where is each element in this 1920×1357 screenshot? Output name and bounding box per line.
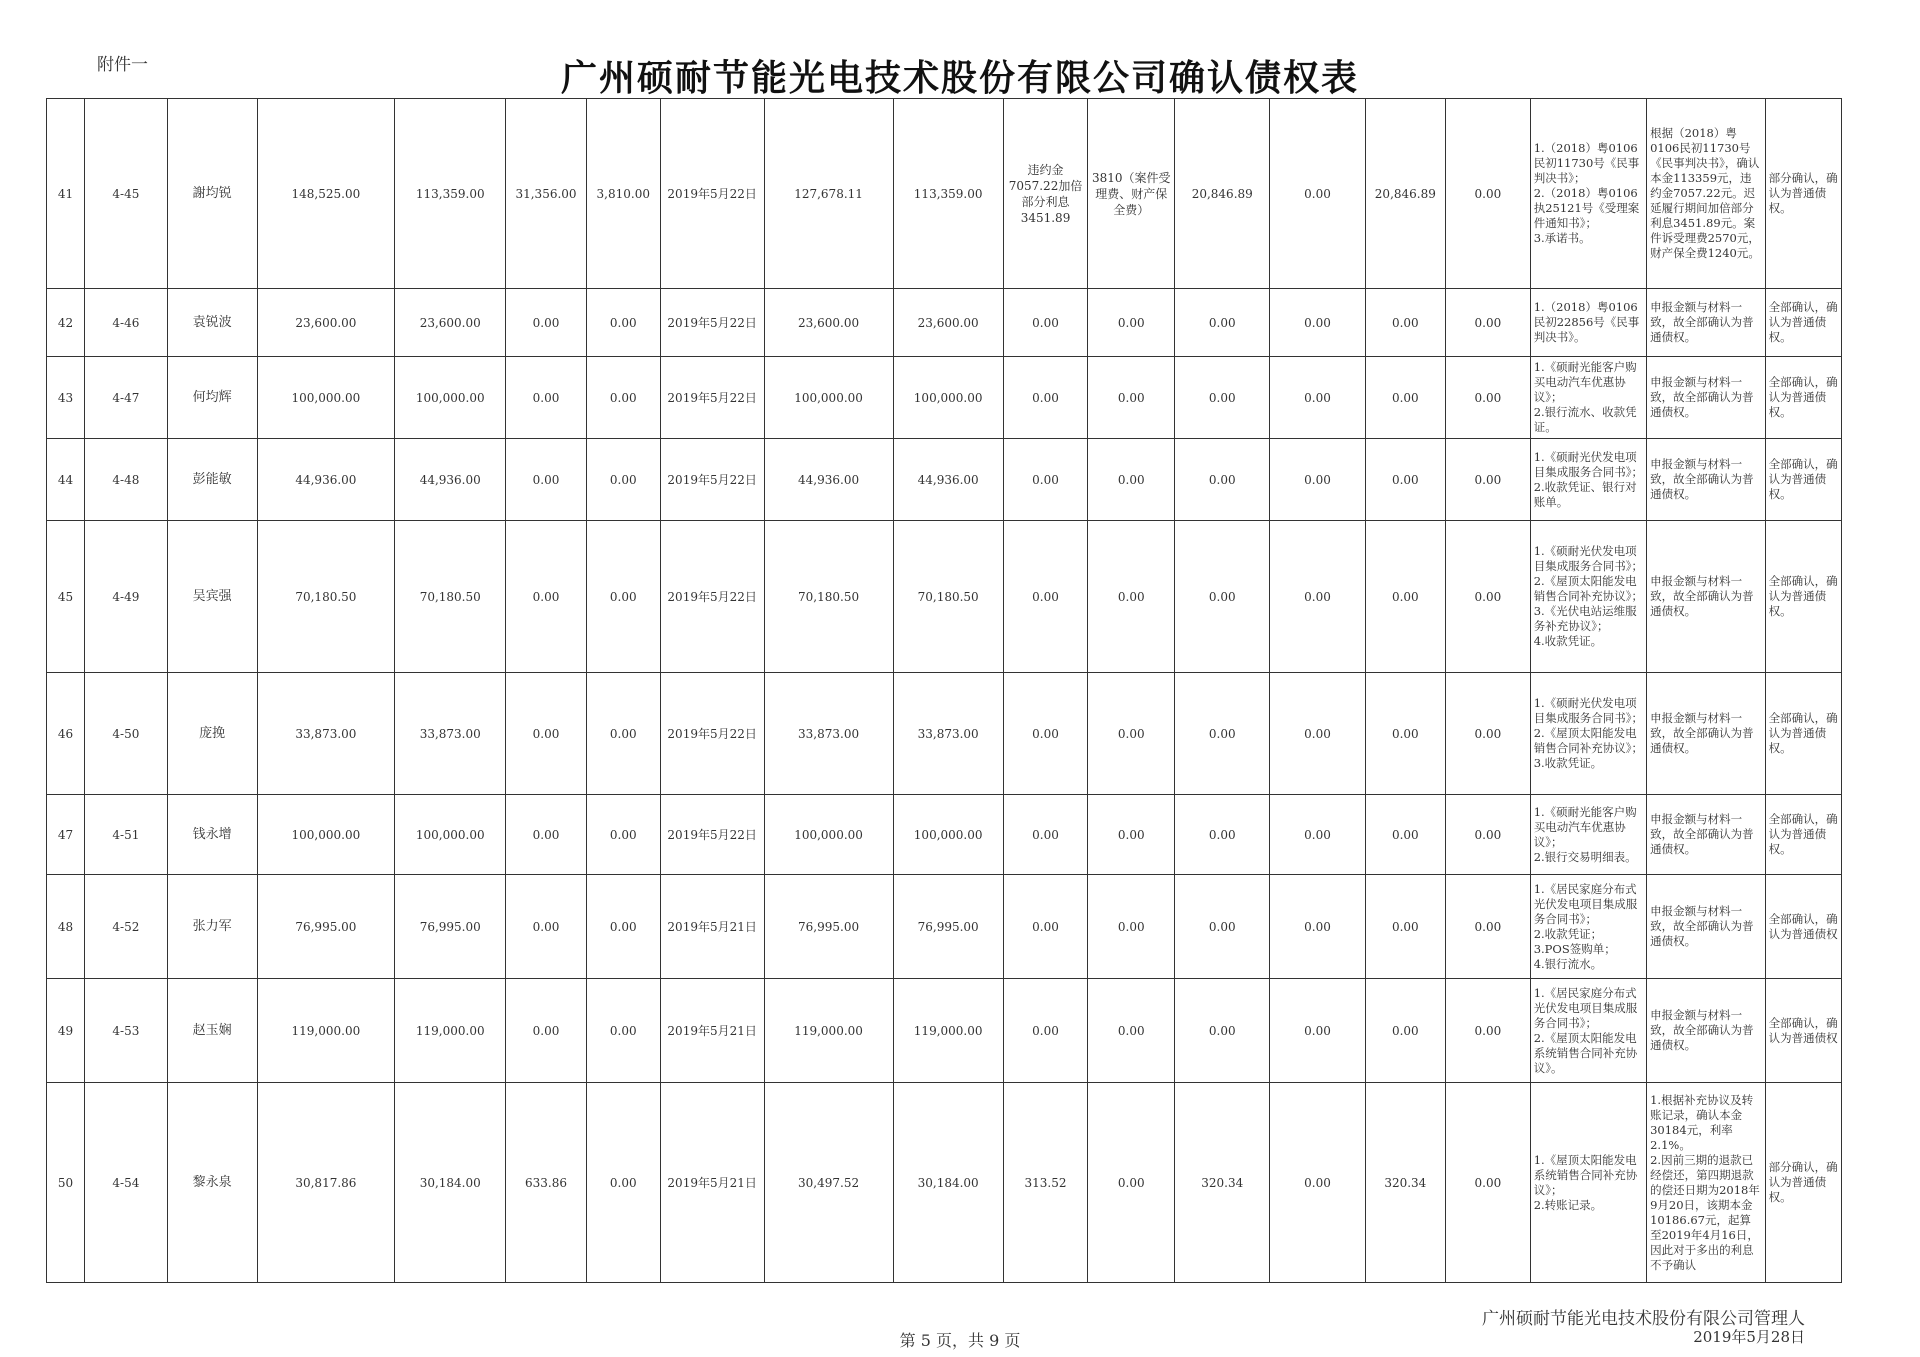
review-result xyxy=(1765,673,1841,795)
confirmed-other: 0.00 xyxy=(1088,289,1175,357)
unconfirmed-principal: 0.00 xyxy=(1270,875,1365,979)
page-title: 广州硕耐节能光电技术股份有限公司确认债权表 xyxy=(560,58,1359,99)
unconfirmed-interest: 0.00 xyxy=(1365,439,1445,521)
review-note-line: 申报金额与材料一致，故全部确认为普通债权。 xyxy=(1650,375,1754,419)
declared-principal: 33,873.00 xyxy=(395,673,506,795)
confirmed-total: 30,497.52 xyxy=(764,1083,893,1283)
review-note xyxy=(1647,1083,1766,1283)
evidence-documents-line: 2.《屋顶太阳能发电系统销售合同补充协议》。 xyxy=(1533,1030,1638,1075)
confirmed-total: 100,000.00 xyxy=(764,357,893,439)
declared-interest: 0.00 xyxy=(506,439,586,521)
review-result-line: 全部确认，确认为普通债权。 xyxy=(1768,574,1838,618)
unconfirmed-total: 0.00 xyxy=(1175,289,1270,357)
unconfirmed-total: 0.00 xyxy=(1175,439,1270,521)
claim-code: 4-53 xyxy=(85,979,168,1083)
declared-interest: 633.86 xyxy=(506,1083,586,1283)
review-note xyxy=(1647,521,1766,673)
unconfirmed-interest: 0.00 xyxy=(1365,875,1445,979)
confirmed-total: 70,180.50 xyxy=(764,521,893,673)
unconfirmed-other: 0.00 xyxy=(1446,979,1531,1083)
declared-principal: 23,600.00 xyxy=(395,289,506,357)
table-row xyxy=(47,289,1842,357)
evidence-documents-line: 1.《屋顶太阳能发电系统销售合同补充协议》； xyxy=(1533,1152,1638,1197)
confirmed-total: 100,000.00 xyxy=(764,795,893,875)
review-note-line: 申报金额与材料一致，故全部确认为普通债权。 xyxy=(1650,904,1754,948)
declaration-date: 2019年5月22日 xyxy=(660,439,764,521)
evidence-documents xyxy=(1530,357,1646,439)
declaration-date: 2019年5月21日 xyxy=(660,1083,764,1283)
unconfirmed-interest: 320.34 xyxy=(1365,1083,1445,1283)
unconfirmed-other: 0.00 xyxy=(1446,439,1531,521)
signature-date: 2019年5月28日 xyxy=(1693,1328,1805,1346)
review-note-line: 申报金额与材料一致，故全部确认为普通债权。 xyxy=(1650,574,1754,618)
declared-other: 0.00 xyxy=(586,795,660,875)
declared-principal: 70,180.50 xyxy=(395,521,506,673)
review-result-line: 全部确认，确认为普通债权。 xyxy=(1768,300,1838,344)
claims-table xyxy=(46,98,1842,1283)
page-number: 第 5 页，共 9 页 xyxy=(899,1331,1021,1350)
declared-amount: 23,600.00 xyxy=(257,289,395,357)
unconfirmed-other: 0.00 xyxy=(1446,795,1531,875)
declared-other: 0.00 xyxy=(586,979,660,1083)
unconfirmed-total: 0.00 xyxy=(1175,979,1270,1083)
review-result xyxy=(1765,1083,1841,1283)
table-row xyxy=(47,99,1842,289)
review-note xyxy=(1647,979,1766,1083)
attachment-label: 附件一 xyxy=(97,55,148,75)
review-note-line: 申报金额与材料一致，故全部确认为普通债权。 xyxy=(1650,711,1754,755)
confirmed-principal: 30,184.00 xyxy=(893,1083,1003,1283)
row-number: 43 xyxy=(47,357,85,439)
evidence-documents xyxy=(1530,673,1646,795)
confirmed-other: 0.00 xyxy=(1088,795,1175,875)
confirmed-principal: 119,000.00 xyxy=(893,979,1003,1083)
declared-other: 3,810.00 xyxy=(586,99,660,289)
row-number: 48 xyxy=(47,875,85,979)
declared-interest: 31,356.00 xyxy=(506,99,586,289)
declared-amount: 100,000.00 xyxy=(257,795,395,875)
creditor-name: 袁锐波 xyxy=(167,289,257,357)
review-result xyxy=(1765,521,1841,673)
confirmed-principal: 44,936.00 xyxy=(893,439,1003,521)
confirmed-interest: 0.00 xyxy=(1003,795,1088,875)
evidence-documents xyxy=(1530,289,1646,357)
evidence-documents-line: 1.《硕耐光伏发电项目集成服务合同书》； xyxy=(1533,449,1643,479)
row-number: 45 xyxy=(47,521,85,673)
confirmed-total: 119,000.00 xyxy=(764,979,893,1083)
declaration-date: 2019年5月22日 xyxy=(660,673,764,795)
creditor-name: 赵玉娴 xyxy=(167,979,257,1083)
unconfirmed-interest: 0.00 xyxy=(1365,795,1445,875)
declared-amount: 100,000.00 xyxy=(257,357,395,439)
unconfirmed-total: 0.00 xyxy=(1175,521,1270,673)
review-note xyxy=(1647,99,1766,289)
evidence-documents-line: 2.转账记录。 xyxy=(1533,1197,1603,1212)
confirmed-interest: 0.00 xyxy=(1003,979,1088,1083)
unconfirmed-total: 0.00 xyxy=(1175,357,1270,439)
table-row xyxy=(47,357,1842,439)
confirmed-total: 33,873.00 xyxy=(764,673,893,795)
declared-other: 0.00 xyxy=(586,673,660,795)
claim-code: 4-45 xyxy=(85,99,168,289)
unconfirmed-principal: 0.00 xyxy=(1270,521,1365,673)
evidence-documents-line: 3.承诺书。 xyxy=(1533,231,1591,245)
declaration-date: 2019年5月22日 xyxy=(660,795,764,875)
declared-principal: 100,000.00 xyxy=(395,357,506,439)
table-row xyxy=(47,795,1842,875)
declaration-date: 2019年5月22日 xyxy=(660,289,764,357)
evidence-documents xyxy=(1530,875,1646,979)
row-number: 50 xyxy=(47,1083,85,1283)
evidence-documents-line: 3.收款凭证。 xyxy=(1533,756,1603,770)
confirmed-other: 0.00 xyxy=(1088,521,1175,673)
confirmed-interest: 违约金7057.22加倍部分利息3451.89 xyxy=(1003,99,1088,289)
review-result xyxy=(1765,875,1841,979)
evidence-documents-line: 1.《居民家庭分布式光伏发电项目集成服务合同书》； xyxy=(1533,985,1638,1030)
review-note xyxy=(1647,875,1766,979)
evidence-documents-line: 2.银行流水、收款凭证。 xyxy=(1533,405,1637,434)
declared-interest: 0.00 xyxy=(506,357,586,439)
declared-principal: 76,995.00 xyxy=(395,875,506,979)
confirmed-other: 0.00 xyxy=(1088,875,1175,979)
claim-code: 4-47 xyxy=(85,357,168,439)
declared-principal: 119,000.00 xyxy=(395,979,506,1083)
declaration-date: 2019年5月22日 xyxy=(660,99,764,289)
unconfirmed-interest: 20,846.89 xyxy=(1365,99,1445,289)
declaration-date: 2019年5月21日 xyxy=(660,875,764,979)
review-note-line: 1.根据补充协议及转账记录，确认本金30184元，利率2.1%。 xyxy=(1650,1092,1754,1152)
table-row xyxy=(47,673,1842,795)
review-result xyxy=(1765,795,1841,875)
evidence-documents xyxy=(1530,439,1646,521)
confirmed-other: 0.00 xyxy=(1088,357,1175,439)
row-number: 44 xyxy=(47,439,85,521)
review-result xyxy=(1765,439,1841,521)
review-note-line: 2.因前三期的退款已经偿还，第四期退款的偿还日期为2018年9月20日，该期本金10186.67元，起算至2019年4月16日，因此对于多出的利息不予确认 xyxy=(1650,1152,1760,1272)
declared-principal: 30,184.00 xyxy=(395,1083,506,1283)
evidence-documents-line: 1.《硕耐光伏发电项目集成服务合同书》； xyxy=(1533,696,1643,725)
declared-other: 0.00 xyxy=(586,521,660,673)
unconfirmed-principal: 0.00 xyxy=(1270,357,1365,439)
confirmed-other: 0.00 xyxy=(1088,439,1175,521)
claim-code: 4-48 xyxy=(85,439,168,521)
table-row xyxy=(47,979,1842,1083)
declared-amount: 44,936.00 xyxy=(257,439,395,521)
review-result xyxy=(1765,357,1841,439)
declared-interest: 0.00 xyxy=(506,289,586,357)
confirmed-total: 127,678.11 xyxy=(764,99,893,289)
review-note xyxy=(1647,289,1766,357)
claim-code: 4-49 xyxy=(85,521,168,673)
declaration-date: 2019年5月22日 xyxy=(660,521,764,673)
creditor-name: 何均辉 xyxy=(167,357,257,439)
declared-amount: 70,180.50 xyxy=(257,521,395,673)
declared-amount: 33,873.00 xyxy=(257,673,395,795)
evidence-documents-line: 3.《光伏电站运维服务补充协议》； xyxy=(1533,604,1637,633)
declared-amount: 148,525.00 xyxy=(257,99,395,289)
unconfirmed-principal: 0.00 xyxy=(1270,795,1365,875)
confirmed-other: 0.00 xyxy=(1088,979,1175,1083)
creditor-name: 庞挽 xyxy=(167,673,257,795)
review-note-line: 申报金额与材料一致，故全部确认为普通债权。 xyxy=(1650,812,1754,856)
declared-amount: 76,995.00 xyxy=(257,875,395,979)
unconfirmed-principal: 0.00 xyxy=(1270,979,1365,1083)
evidence-documents xyxy=(1530,979,1646,1083)
unconfirmed-principal: 0.00 xyxy=(1270,99,1365,289)
unconfirmed-principal: 0.00 xyxy=(1270,289,1365,357)
unconfirmed-other: 0.00 xyxy=(1446,99,1531,289)
declared-interest: 0.00 xyxy=(506,673,586,795)
creditor-name: 钱永增 xyxy=(167,795,257,875)
declared-other: 0.00 xyxy=(586,289,660,357)
unconfirmed-interest: 0.00 xyxy=(1365,357,1445,439)
declared-amount: 119,000.00 xyxy=(257,979,395,1083)
creditor-name: 彭能敏 xyxy=(167,439,257,521)
confirmed-total: 44,936.00 xyxy=(764,439,893,521)
row-number: 49 xyxy=(47,979,85,1083)
review-result-line: 部分确认，确认为普通债权。 xyxy=(1768,171,1838,215)
claim-code: 4-46 xyxy=(85,289,168,357)
evidence-documents-line: 1.《硕耐光能客户购买电动汽车优惠协议》； xyxy=(1533,360,1637,404)
declaration-date: 2019年5月22日 xyxy=(660,357,764,439)
confirmed-principal: 76,995.00 xyxy=(893,875,1003,979)
unconfirmed-other: 0.00 xyxy=(1446,289,1531,357)
unconfirmed-other: 0.00 xyxy=(1446,357,1531,439)
review-note-line: 申报金额与材料一致，故全部确认为普通债权。 xyxy=(1650,300,1754,344)
review-note xyxy=(1647,795,1766,875)
review-result-line: 全部确认，确认为普通债权。 xyxy=(1768,711,1838,755)
confirmed-principal: 33,873.00 xyxy=(893,673,1003,795)
unconfirmed-total: 20,846.89 xyxy=(1175,99,1270,289)
evidence-documents xyxy=(1530,1083,1646,1283)
unconfirmed-total: 0.00 xyxy=(1175,673,1270,795)
evidence-documents-line: 2.收款凭证、银行对账单。 xyxy=(1533,479,1637,509)
confirmed-other: 0.00 xyxy=(1088,1083,1175,1283)
confirmed-total: 23,600.00 xyxy=(764,289,893,357)
review-note-line: 申报金额与材料一致，故全部确认为普通债权。 xyxy=(1650,1008,1754,1052)
row-number: 41 xyxy=(47,99,85,289)
confirmed-principal: 100,000.00 xyxy=(893,357,1003,439)
evidence-documents-line: 2.收款凭证； xyxy=(1533,926,1603,941)
declared-principal: 100,000.00 xyxy=(395,795,506,875)
review-note-line: 根据（2018）粤0106民初11730号《民事判决书》，确认本金113359元，违约金7057.22元。迟延履行期间加倍部分利息3451.89元。案件诉受理费2570元，财产保全费1240元。 xyxy=(1650,126,1760,260)
declared-other: 0.00 xyxy=(586,1083,660,1283)
row-number: 46 xyxy=(47,673,85,795)
confirmed-principal: 23,600.00 xyxy=(893,289,1003,357)
row-number: 42 xyxy=(47,289,85,357)
confirmed-interest: 0.00 xyxy=(1003,673,1088,795)
unconfirmed-interest: 0.00 xyxy=(1365,521,1445,673)
unconfirmed-other: 0.00 xyxy=(1446,1083,1531,1283)
unconfirmed-principal: 0.00 xyxy=(1270,1083,1365,1283)
declared-other: 0.00 xyxy=(586,439,660,521)
table-row xyxy=(47,875,1842,979)
creditor-name: 黎永泉 xyxy=(167,1083,257,1283)
confirmed-principal: 100,000.00 xyxy=(893,795,1003,875)
unconfirmed-interest: 0.00 xyxy=(1365,673,1445,795)
review-result xyxy=(1765,99,1841,289)
declared-principal: 44,936.00 xyxy=(395,439,506,521)
unconfirmed-other: 0.00 xyxy=(1446,521,1531,673)
confirmed-interest: 0.00 xyxy=(1003,289,1088,357)
creditor-name: 謝均锐 xyxy=(167,99,257,289)
evidence-documents-line: 1.（2018）粤0106民初22856号《民事判决书》。 xyxy=(1533,300,1640,344)
unconfirmed-other: 0.00 xyxy=(1446,673,1531,795)
review-note xyxy=(1647,357,1766,439)
evidence-documents-line: 2.《屋顶太阳能发电销售合同补充协议》； xyxy=(1533,574,1643,603)
confirmed-principal: 70,180.50 xyxy=(893,521,1003,673)
evidence-documents-line: 1.《硕耐光伏发电项目集成服务合同书》； xyxy=(1533,544,1643,573)
review-result xyxy=(1765,979,1841,1083)
claim-code: 4-54 xyxy=(85,1083,168,1283)
confirmed-other: 3810（案件受理费、财产保全费） xyxy=(1088,99,1175,289)
declaration-date: 2019年5月21日 xyxy=(660,979,764,1083)
unconfirmed-principal: 0.00 xyxy=(1270,673,1365,795)
review-result-line: 全部确认，确认为普通债权 xyxy=(1768,911,1838,941)
declared-other: 0.00 xyxy=(586,875,660,979)
unconfirmed-interest: 0.00 xyxy=(1365,979,1445,1083)
confirmed-other: 0.00 xyxy=(1088,673,1175,795)
confirmed-interest: 313.52 xyxy=(1003,1083,1088,1283)
declared-interest: 0.00 xyxy=(506,521,586,673)
unconfirmed-total: 0.00 xyxy=(1175,875,1270,979)
review-note xyxy=(1647,673,1766,795)
evidence-documents xyxy=(1530,795,1646,875)
table-row xyxy=(47,1083,1842,1283)
confirmed-principal: 113,359.00 xyxy=(893,99,1003,289)
table-row xyxy=(47,521,1842,673)
creditor-name: 吴宾强 xyxy=(167,521,257,673)
evidence-documents-line: 1.《居民家庭分布式光伏发电项目集成服务合同书》； xyxy=(1533,881,1638,926)
administrator-name: 广州硕耐节能光电技术股份有限公司管理人 xyxy=(1482,1309,1805,1329)
unconfirmed-other: 0.00 xyxy=(1446,875,1531,979)
review-result-line: 全部确认，确认为普通债权 xyxy=(1768,1015,1838,1045)
declared-interest: 0.00 xyxy=(506,979,586,1083)
review-note-line: 申报金额与材料一致，故全部确认为普通债权。 xyxy=(1650,457,1754,501)
confirmed-interest: 0.00 xyxy=(1003,875,1088,979)
declared-other: 0.00 xyxy=(586,357,660,439)
declared-interest: 0.00 xyxy=(506,875,586,979)
confirmed-interest: 0.00 xyxy=(1003,521,1088,673)
unconfirmed-total: 320.34 xyxy=(1175,1083,1270,1283)
unconfirmed-interest: 0.00 xyxy=(1365,289,1445,357)
evidence-documents-line: 4.银行流水。 xyxy=(1533,956,1603,971)
evidence-documents-line: 3.POS签购单； xyxy=(1533,941,1616,956)
review-result-line: 部分确认，确认为普通债权。 xyxy=(1768,1160,1838,1204)
review-result-line: 全部确认，确认为普通债权。 xyxy=(1768,812,1838,856)
unconfirmed-total: 0.00 xyxy=(1175,795,1270,875)
table-row xyxy=(47,439,1842,521)
declared-amount: 30,817.86 xyxy=(257,1083,395,1283)
row-number: 47 xyxy=(47,795,85,875)
evidence-documents-line: 1.（2018）粤0106民初11730号《民事判决书》； xyxy=(1533,141,1640,185)
claim-code: 4-50 xyxy=(85,673,168,795)
claim-code: 4-52 xyxy=(85,875,168,979)
declared-interest: 0.00 xyxy=(506,795,586,875)
evidence-documents-line: 2.银行交易明细表。 xyxy=(1533,849,1637,864)
evidence-documents-line: 1.《硕耐光能客户购买电动汽车优惠协议》； xyxy=(1533,804,1637,849)
evidence-documents xyxy=(1530,521,1646,673)
confirmed-total: 76,995.00 xyxy=(764,875,893,979)
evidence-documents xyxy=(1530,99,1646,289)
review-result xyxy=(1765,289,1841,357)
confirmed-interest: 0.00 xyxy=(1003,357,1088,439)
review-note xyxy=(1647,439,1766,521)
evidence-documents-line: 4.收款凭证。 xyxy=(1533,634,1603,648)
evidence-documents-line: 2.《屋顶太阳能发电销售合同补充协议》； xyxy=(1533,726,1643,755)
declared-principal: 113,359.00 xyxy=(395,99,506,289)
creditor-name: 张力军 xyxy=(167,875,257,979)
claim-code: 4-51 xyxy=(85,795,168,875)
evidence-documents-line: 2.（2018）粤0106执25121号《受理案件通知书》； xyxy=(1533,186,1640,230)
review-result-line: 全部确认，确认为普通债权。 xyxy=(1768,457,1838,501)
confirmed-interest: 0.00 xyxy=(1003,439,1088,521)
review-result-line: 全部确认，确认为普通债权。 xyxy=(1768,375,1838,419)
unconfirmed-principal: 0.00 xyxy=(1270,439,1365,521)
